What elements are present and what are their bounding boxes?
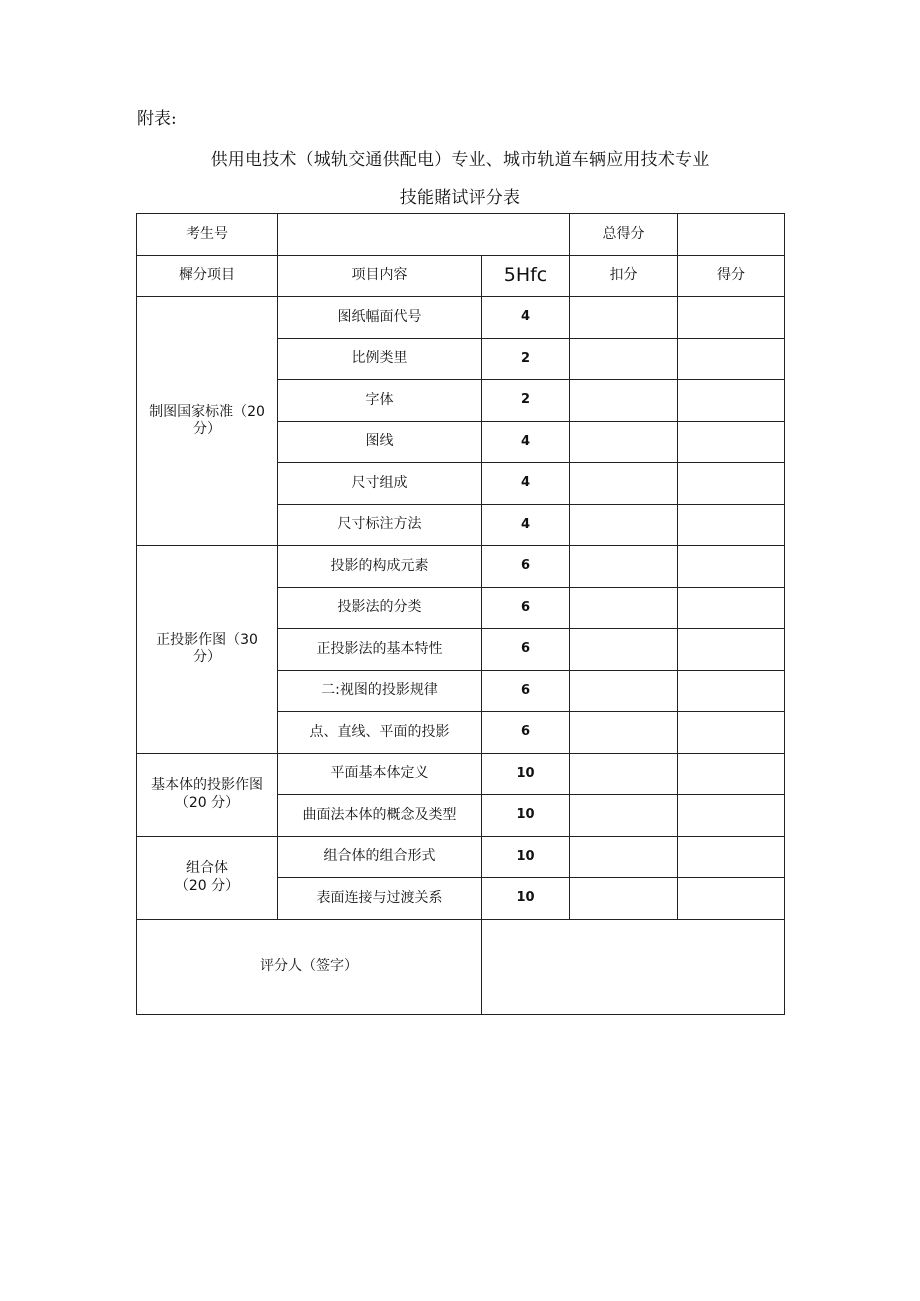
item-content: 曲面法本体的概念及类型: [278, 795, 482, 837]
section-category-line1: 制图国家标准（20: [149, 403, 265, 420]
item-points: 10: [482, 795, 570, 837]
item-points: 2: [482, 380, 570, 422]
col-header-score: 得分: [678, 255, 785, 297]
score-cell[interactable]: [678, 297, 785, 339]
exam-no-field[interactable]: [278, 214, 570, 256]
item-points: 10: [482, 753, 570, 795]
section-category: [137, 753, 278, 836]
exam-no-label: 考生号: [137, 214, 278, 256]
score-cell[interactable]: [678, 795, 785, 837]
section-category: [137, 546, 278, 754]
total-score-label: 总得分: [570, 214, 678, 256]
section-category: [137, 836, 278, 919]
score-table: [136, 213, 785, 1015]
deduction-cell[interactable]: [570, 297, 678, 339]
score-cell[interactable]: [678, 380, 785, 422]
score-cell[interactable]: [678, 836, 785, 878]
item-points: 6: [482, 587, 570, 629]
signer-label: 评分人（签字）: [137, 919, 482, 1014]
item-points: 4: [482, 297, 570, 339]
item-content: 二:视图的投影规律: [278, 670, 482, 712]
item-points: 6: [482, 670, 570, 712]
table-row: [137, 546, 785, 588]
score-cell[interactable]: [678, 504, 785, 546]
section-category-line1: 基本体的投影作图: [151, 777, 263, 793]
item-content: 表面连接与过渡关系: [278, 878, 482, 920]
col-header-deduction: 扣分: [570, 255, 678, 297]
item-points: 6: [482, 546, 570, 588]
section-category-line2: （20 分）: [174, 877, 240, 894]
deduction-cell[interactable]: [570, 795, 678, 837]
deduction-cell[interactable]: [570, 338, 678, 380]
header-row-columns: [137, 255, 785, 297]
deduction-cell[interactable]: [570, 753, 678, 795]
item-points: 4: [482, 421, 570, 463]
item-points: 2: [482, 338, 570, 380]
document-title-line2: 技能賭试评分表: [399, 188, 521, 208]
document-title-line1: 供用电技术（城轨交通供配电）专业、城市轨道车辆应用技术专业: [210, 150, 710, 170]
section-category-line1: 组合体: [186, 860, 228, 876]
item-content: 图纸幅面代号: [278, 297, 482, 339]
item-content: 尺寸标注方法: [278, 504, 482, 546]
deduction-cell[interactable]: [570, 878, 678, 920]
item-content: 投影法的分类: [278, 587, 482, 629]
col-header-content: 项目内容: [278, 255, 482, 297]
item-content: 比例类里: [278, 338, 482, 380]
score-cell[interactable]: [678, 421, 785, 463]
item-content: 平面基本体定义: [278, 753, 482, 795]
item-points: 4: [482, 504, 570, 546]
signer-row: [137, 919, 785, 1014]
deduction-cell[interactable]: [570, 504, 678, 546]
section-category-line2: （20 分）: [174, 794, 240, 811]
score-cell[interactable]: [678, 338, 785, 380]
item-content: 字体: [278, 380, 482, 422]
col-header-points: 5Hfc: [482, 255, 570, 297]
table-row: [137, 753, 785, 795]
sections-body: [137, 297, 785, 920]
item-content: 组合体的组合形式: [278, 836, 482, 878]
score-cell[interactable]: [678, 712, 785, 754]
item-content: 正投影法的基本特性: [278, 629, 482, 671]
item-content: 图线: [278, 421, 482, 463]
score-cell[interactable]: [678, 587, 785, 629]
appendix-label: 附表:: [137, 109, 177, 129]
score-cell[interactable]: [678, 629, 785, 671]
item-points: 10: [482, 878, 570, 920]
table-row: [137, 297, 785, 339]
table-row: [137, 836, 785, 878]
header-row-exam: [137, 214, 785, 256]
item-content: 投影的构成元素: [278, 546, 482, 588]
section-category-line2: 分）: [193, 421, 221, 437]
item-points: 4: [482, 463, 570, 505]
signer-field[interactable]: [482, 919, 785, 1014]
col-header-category: 樨分项目: [137, 255, 278, 297]
section-category: [137, 297, 278, 546]
score-cell[interactable]: [678, 878, 785, 920]
item-points: 6: [482, 629, 570, 671]
score-cell[interactable]: [678, 463, 785, 505]
deduction-cell[interactable]: [570, 546, 678, 588]
deduction-cell[interactable]: [570, 629, 678, 671]
deduction-cell[interactable]: [570, 587, 678, 629]
item-content: 点、直线、平面的投影: [278, 712, 482, 754]
total-score-field[interactable]: [678, 214, 785, 256]
score-cell[interactable]: [678, 670, 785, 712]
deduction-cell[interactable]: [570, 670, 678, 712]
section-category-line1: 正投影作图（30: [156, 631, 258, 648]
deduction-cell[interactable]: [570, 463, 678, 505]
score-cell[interactable]: [678, 546, 785, 588]
section-category-line2: 分）: [193, 649, 221, 666]
item-content: 尺寸组成: [278, 463, 482, 505]
item-points: 10: [482, 836, 570, 878]
deduction-cell[interactable]: [570, 421, 678, 463]
deduction-cell[interactable]: [570, 836, 678, 878]
deduction-cell[interactable]: [570, 712, 678, 754]
score-cell[interactable]: [678, 753, 785, 795]
deduction-cell[interactable]: [570, 380, 678, 422]
item-points: 6: [482, 712, 570, 754]
